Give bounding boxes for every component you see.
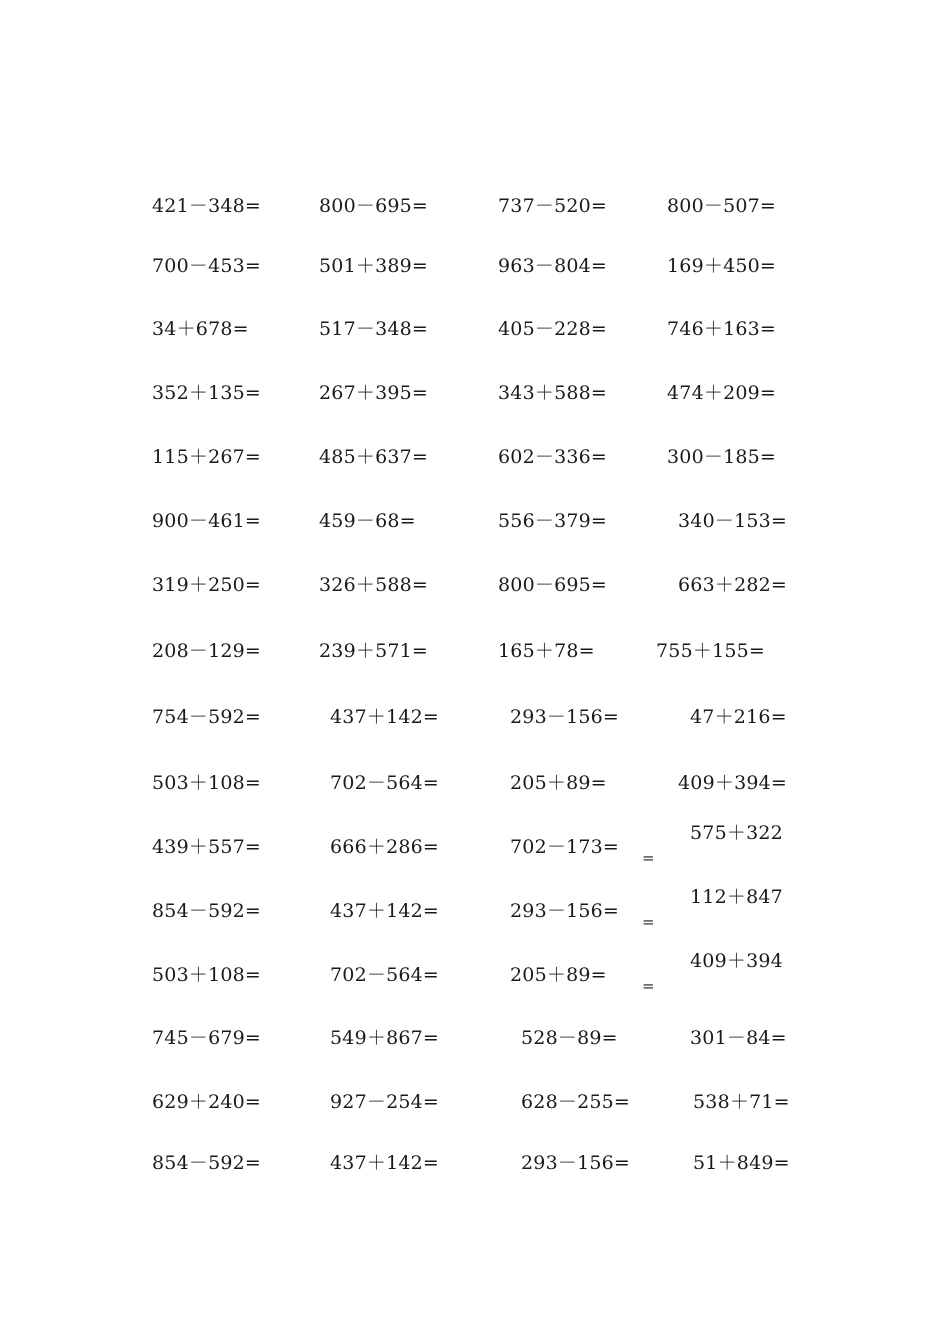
problem: 501＋389= bbox=[319, 255, 429, 277]
problem: 485＋637= bbox=[319, 446, 429, 468]
problem: 549＋867= bbox=[330, 1027, 440, 1049]
problem: 340－153= bbox=[678, 510, 788, 532]
problem: 205＋89= bbox=[510, 964, 607, 986]
problem: 437＋142= bbox=[330, 900, 440, 922]
problem: 927－254= bbox=[330, 1091, 440, 1113]
problem: 503＋108= bbox=[152, 772, 262, 794]
problem: 538＋71= bbox=[693, 1091, 790, 1113]
problem: 963－804= bbox=[498, 255, 608, 277]
problem: 474＋209= bbox=[667, 382, 777, 404]
problem: 702－173= bbox=[510, 836, 620, 858]
problem: 800－695= bbox=[498, 574, 608, 596]
problem: 628－255= bbox=[521, 1091, 631, 1113]
problem: 319＋250= bbox=[152, 574, 262, 596]
problem: 115＋267= bbox=[152, 446, 262, 468]
problem: 267＋395= bbox=[319, 382, 429, 404]
problem: 343＋588= bbox=[498, 382, 608, 404]
problem: 112＋847 bbox=[690, 886, 783, 908]
problem: 702－564= bbox=[330, 772, 440, 794]
problem: 439＋557= bbox=[152, 836, 262, 858]
problem: 437＋142= bbox=[330, 1152, 440, 1174]
problem: 205＋89= bbox=[510, 772, 607, 794]
problem: 900－461= bbox=[152, 510, 262, 532]
problem: 300－185= bbox=[667, 446, 777, 468]
problem: 629＋240= bbox=[152, 1091, 262, 1113]
problem: 459－68= bbox=[319, 510, 416, 532]
problem: 169＋450= bbox=[667, 255, 777, 277]
problem: 208－129= bbox=[152, 640, 262, 662]
problem: 666＋286= bbox=[330, 836, 440, 858]
problem: 746＋163= bbox=[667, 318, 777, 340]
problem: 293－156= bbox=[510, 706, 620, 728]
problem: 800－507= bbox=[667, 195, 777, 217]
problem: 239＋571= bbox=[319, 640, 429, 662]
problem: 556－379= bbox=[498, 510, 608, 532]
problem: 503＋108= bbox=[152, 964, 262, 986]
problem: 301－84= bbox=[690, 1027, 787, 1049]
problem: 165＋78= bbox=[498, 640, 595, 662]
problem: 854－592= bbox=[152, 900, 262, 922]
problem: 34＋678= bbox=[152, 318, 249, 340]
problem: 409＋394 bbox=[690, 950, 783, 972]
problem: 754－592= bbox=[152, 706, 262, 728]
problem: 421－348= bbox=[152, 195, 262, 217]
problem: 409＋394= bbox=[678, 772, 788, 794]
problem: 755＋155= bbox=[656, 640, 766, 662]
problem: 326＋588= bbox=[319, 574, 429, 596]
problem: 293－156= bbox=[510, 900, 620, 922]
problem: 47＋216= bbox=[690, 706, 787, 728]
equals-sign: = bbox=[642, 977, 655, 995]
problem: 51＋849= bbox=[693, 1152, 790, 1174]
problem: 293－156= bbox=[521, 1152, 631, 1174]
problem: 437＋142= bbox=[330, 706, 440, 728]
problem: 575＋322 bbox=[690, 822, 783, 844]
problem: 602－336= bbox=[498, 446, 608, 468]
problem: 517－348= bbox=[319, 318, 429, 340]
problem: 745－679= bbox=[152, 1027, 262, 1049]
problem: 528－89= bbox=[521, 1027, 618, 1049]
equals-sign: = bbox=[642, 849, 655, 867]
problem: 800－695= bbox=[319, 195, 429, 217]
problem: 405－228= bbox=[498, 318, 608, 340]
problem: 700－453= bbox=[152, 255, 262, 277]
problem: 854－592= bbox=[152, 1152, 262, 1174]
problem: 702－564= bbox=[330, 964, 440, 986]
problem: 737－520= bbox=[498, 195, 608, 217]
equals-sign: = bbox=[642, 913, 655, 931]
problem: 352＋135= bbox=[152, 382, 262, 404]
problem: 663＋282= bbox=[678, 574, 788, 596]
